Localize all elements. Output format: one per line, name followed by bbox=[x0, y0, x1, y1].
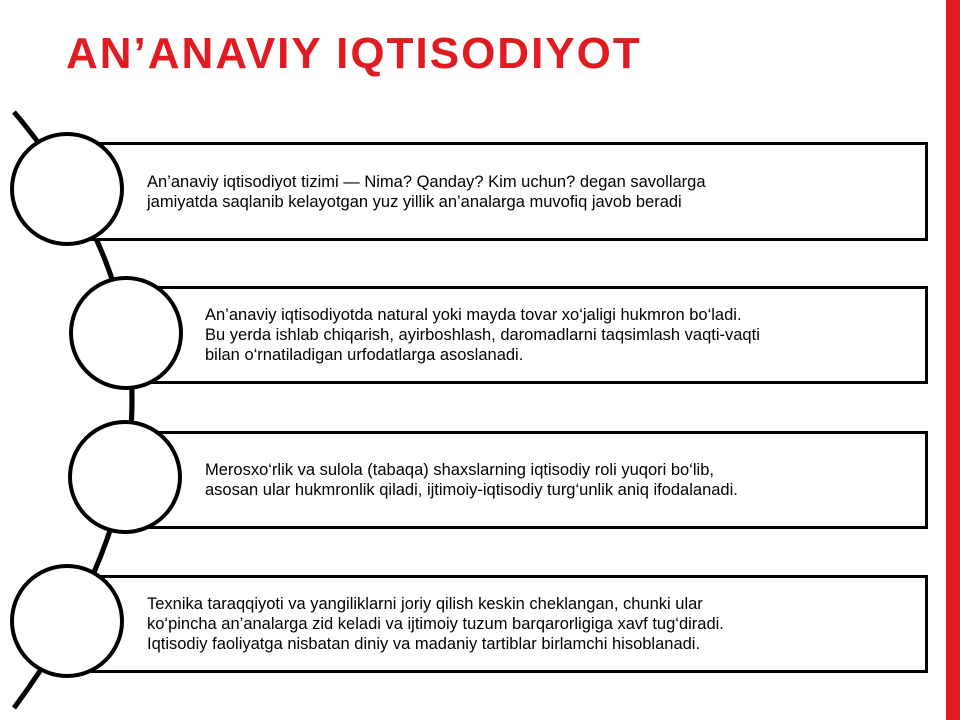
list-item-text-3: Merosxo‘rlik va sulola (tabaqa) shaxslarning iqtisodiy roli yuqori bo‘lib, asosan ular hukmronlik qiladi, ijtimoiy-iqtisodiy turg‘unlik aniq ifodalanadi. bbox=[205, 461, 738, 499]
list-item-circle-3 bbox=[68, 420, 182, 534]
list-item-text-4: Texnika taraqqiyoti va yangiliklarni joriy qilish keskin cheklangan, chunki ular ko‘pincha an’analarga zid keladi va ijtimoiy tuzum barqarorligiga xavf tug‘diradi. Iqtisodiy faoliyatga nisbatan diniy va madaniy tartiblar birlamchi hisoblanadi. bbox=[147, 595, 724, 653]
slide-title: AN’ANAVIY IQTISODIYOT bbox=[66, 29, 642, 78]
list-item-circle-2 bbox=[69, 276, 183, 390]
list-item-circle-4 bbox=[10, 564, 124, 678]
list-item-text-2: An’anaviy iqtisodiyotda natural yoki mayda tovar xo‘jaligi hukmron bo‘ladi. Bu yerda ishlab chiqarish, ayirboshlash, daromadlarni taqsimlash vaqti-vaqti bilan o‘rnatiladigan urfodatlarga asoslanadi. bbox=[205, 306, 760, 364]
list-item-box-2 bbox=[130, 286, 928, 384]
list-item-text-1: An’anaviy iqtisodiyot tizimi — Nima? Qanday? Kim uchun? degan savollarga jamiyatda saqlanib kelayotgan yuz yillik an’analarga muvofiq javob beradi bbox=[147, 172, 706, 211]
list-item-box-3 bbox=[130, 431, 928, 529]
list-item-circle-1 bbox=[10, 132, 124, 246]
list-item-box-1 bbox=[72, 142, 928, 241]
list-item-box-4 bbox=[72, 575, 928, 673]
